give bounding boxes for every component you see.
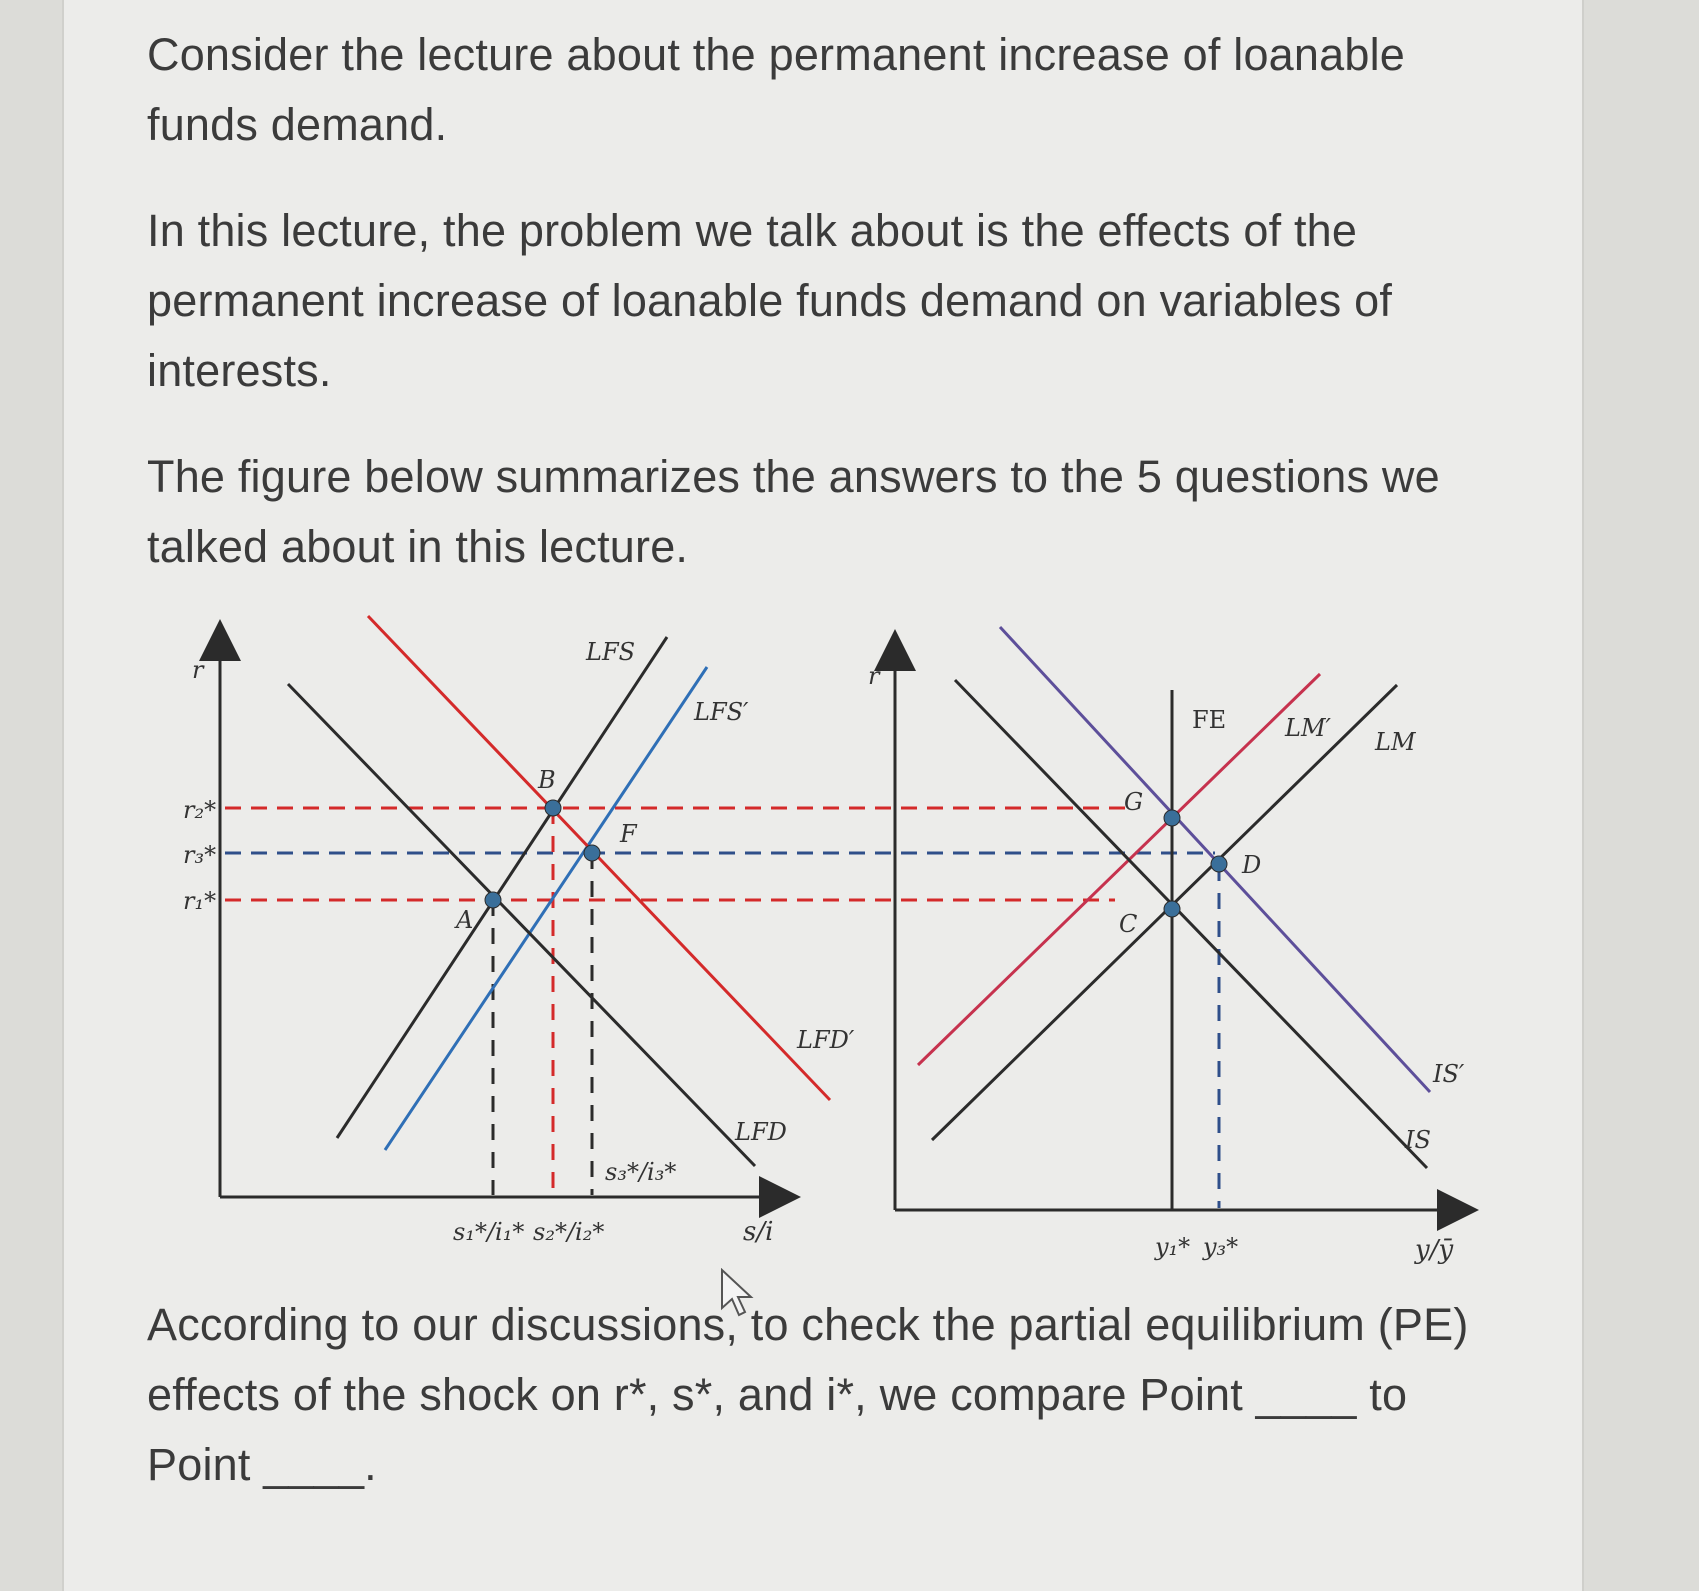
economics-figure	[180, 610, 1490, 1295]
point-d	[1211, 856, 1227, 872]
point-a-label: A	[456, 906, 474, 934]
lfs-curve	[337, 637, 667, 1138]
is-prime-label: IS′	[1433, 1060, 1465, 1088]
lfd-prime-label: LFD′	[797, 1026, 855, 1054]
r3-label: r₃*	[183, 841, 217, 869]
question-paragraph-4: According to our discussions, to check the partial equilibrium (PE) effects of the shock on r*, s*, and i*, we compare Point ____ to Point ____.	[147, 1299, 1469, 1490]
lfd-label: LFD	[735, 1118, 787, 1146]
question-paragraph-2: In this lecture, the problem we talk about is the effects of the permanent increase of loanable funds demand on variables of interests.	[147, 205, 1393, 396]
y3-label: y₃*	[1203, 1233, 1239, 1261]
is-label: IS	[1405, 1126, 1431, 1154]
left-y-axis-label: r	[192, 656, 204, 684]
point-d-label: D	[1242, 851, 1262, 879]
s1-label: s₁*/i₁*	[453, 1218, 525, 1246]
r1-label: r₁*	[183, 887, 217, 915]
point-c-label: C	[1119, 910, 1138, 938]
right-x-axis-label: y/ȳ	[1415, 1235, 1454, 1265]
point-g-label: G	[1124, 788, 1144, 816]
lfs-prime-curve	[385, 667, 707, 1150]
left-x-axis-label: s/i	[743, 1217, 774, 1247]
point-f-label: F	[620, 820, 637, 848]
point-g	[1164, 810, 1180, 826]
lfd-curve	[288, 684, 755, 1166]
s2-label: s₂*/i₂*	[533, 1218, 605, 1246]
lfs-label: LFS	[586, 638, 636, 666]
lfs-prime-label: LFS′	[694, 698, 749, 726]
s3-label: s₃*/i₃*	[605, 1158, 677, 1186]
lm-label: LM	[1375, 728, 1416, 756]
lfd-prime-curve	[368, 616, 830, 1100]
y1-label: y₁*	[1155, 1233, 1191, 1261]
point-a	[485, 892, 501, 908]
point-b	[545, 800, 561, 816]
is-curve	[955, 680, 1427, 1168]
point-f	[584, 845, 600, 861]
lm-prime-label: LM′	[1285, 714, 1331, 742]
question-paragraph-1: Consider the lecture about the permanent increase of loanable funds demand.	[147, 29, 1406, 150]
point-b-label: B	[538, 766, 556, 794]
right-y-axis-label: r	[868, 662, 880, 690]
point-c	[1164, 901, 1180, 917]
left-graph	[183, 616, 1215, 1247]
question-paragraph-3: The figure below summarizes the answers to the 5 questions we talked about in this lecture.	[147, 451, 1440, 572]
right-graph	[868, 627, 1465, 1265]
r2-label: r₂*	[183, 796, 217, 824]
fe-label: FE	[1192, 706, 1227, 734]
